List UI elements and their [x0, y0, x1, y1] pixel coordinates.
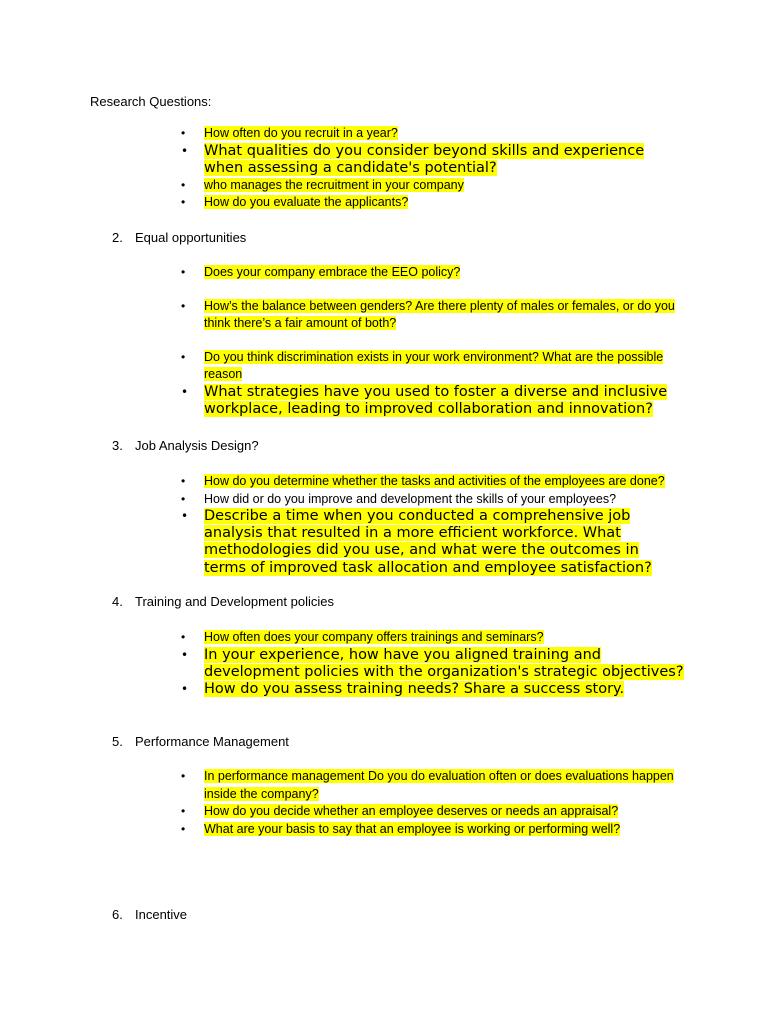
list-item [0, 143, 684, 177]
question-text: How do you assess training needs? Share a success story. [204, 680, 625, 697]
question-list-performance [0, 768, 684, 838]
question-text: In performance management Do you do evaluation often or does evaluations happen inside the company? [204, 769, 674, 801]
bullet-icon: • [181, 804, 186, 818]
question-text: What strategies have you used to foster a diverse and inclusive workplace, leading to improved collaboration and innovation? [204, 383, 668, 417]
section-title: Job Analysis Design? [135, 438, 259, 453]
list-item [0, 681, 684, 698]
question-text: What are your basis to say that an employee is working or performing well? [204, 821, 621, 836]
list-item [0, 349, 684, 384]
question-text: How often does your company offers trainings and seminars? [204, 630, 544, 644]
bullet-icon: • [181, 143, 189, 158]
question-text: How do you determine whether the tasks and activities of the employees are done? [204, 474, 665, 488]
section-heading-job-analysis [112, 438, 259, 453]
question-text: who manages the recruitment in your company [204, 177, 464, 192]
list-item [0, 473, 684, 491]
spacer [0, 333, 684, 349]
section-heading-equal-opportunities [112, 230, 246, 245]
list-item [0, 125, 684, 143]
list-item [0, 629, 684, 647]
list-item [0, 491, 684, 509]
section-title: Training and Development policies [135, 594, 334, 609]
question-text: How did or do you improve and development the skills of your employees? [204, 491, 617, 506]
section-title: Equal opportunities [135, 230, 247, 245]
bullet-icon: • [181, 298, 186, 313]
spacer [0, 282, 684, 298]
section-number: 6. [112, 907, 123, 922]
list-item [0, 647, 684, 681]
section-heading-performance [112, 734, 289, 749]
bullet-icon: • [181, 769, 186, 783]
list-item [0, 298, 684, 333]
question-text: Describe a time when you conducted a comprehensive job analysis that resulted in a more efficient workforce. What methodologies did you use, and what were the outcomes in terms of improved task allocation and employee satisfaction? [204, 508, 652, 576]
bullet-icon: • [181, 384, 189, 399]
bullet-icon: • [181, 177, 186, 192]
question-text: Do you think discrimination exists in your work environment? What are the possible reason [204, 349, 664, 381]
question-text: Does your company embrace the EEO policy? [204, 265, 461, 279]
bullet-icon: • [181, 630, 186, 644]
question-text: How’s the balance between genders? Are there plenty of males or females, or do you think there’s a fair amount of both? [204, 298, 675, 330]
list-item [0, 803, 684, 821]
question-list-equal-opportunities [0, 264, 684, 418]
question-text: How do you evaluate the applicants? [204, 195, 409, 210]
list-item [0, 177, 684, 195]
bullet-icon: • [181, 509, 189, 523]
section-number: 2. [112, 230, 123, 245]
question-text: In your experience, how have you aligned training and development policies with the organization's strategic objectives? [204, 646, 684, 680]
section-heading-incentive [112, 907, 187, 922]
bullet-icon: • [181, 681, 189, 696]
list-item [0, 194, 684, 212]
bullet-icon: • [181, 349, 186, 364]
question-list-training [0, 629, 684, 698]
section-number: 3. [112, 438, 123, 453]
section-heading-training [112, 594, 334, 609]
section-title: Incentive [135, 907, 188, 922]
bullet-icon: • [181, 647, 189, 662]
bullet-icon: • [181, 474, 186, 488]
list-item [0, 821, 684, 839]
question-text: What qualities do you consider beyond skills and experience when assessing a candidate's potential? [204, 142, 645, 176]
section-number: 5. [112, 734, 123, 749]
section-number: 4. [112, 594, 123, 609]
list-item [0, 508, 684, 577]
question-list-job-analysis [0, 473, 684, 577]
bullet-icon: • [181, 195, 186, 210]
question-list-recruitment [0, 125, 684, 212]
bullet-icon: • [181, 821, 186, 836]
bullet-icon: • [181, 491, 186, 506]
bullet-icon: • [181, 126, 186, 140]
list-item [0, 768, 684, 803]
list-item [0, 264, 684, 282]
bullet-icon: • [181, 265, 186, 279]
document-title: Research Questions: [90, 94, 212, 109]
question-text: How do you decide whether an employee deserves or needs an appraisal? [204, 804, 619, 818]
section-title: Performance Management [135, 734, 289, 749]
list-item [0, 384, 684, 418]
question-text: How often do you recruit in a year? [204, 126, 398, 140]
